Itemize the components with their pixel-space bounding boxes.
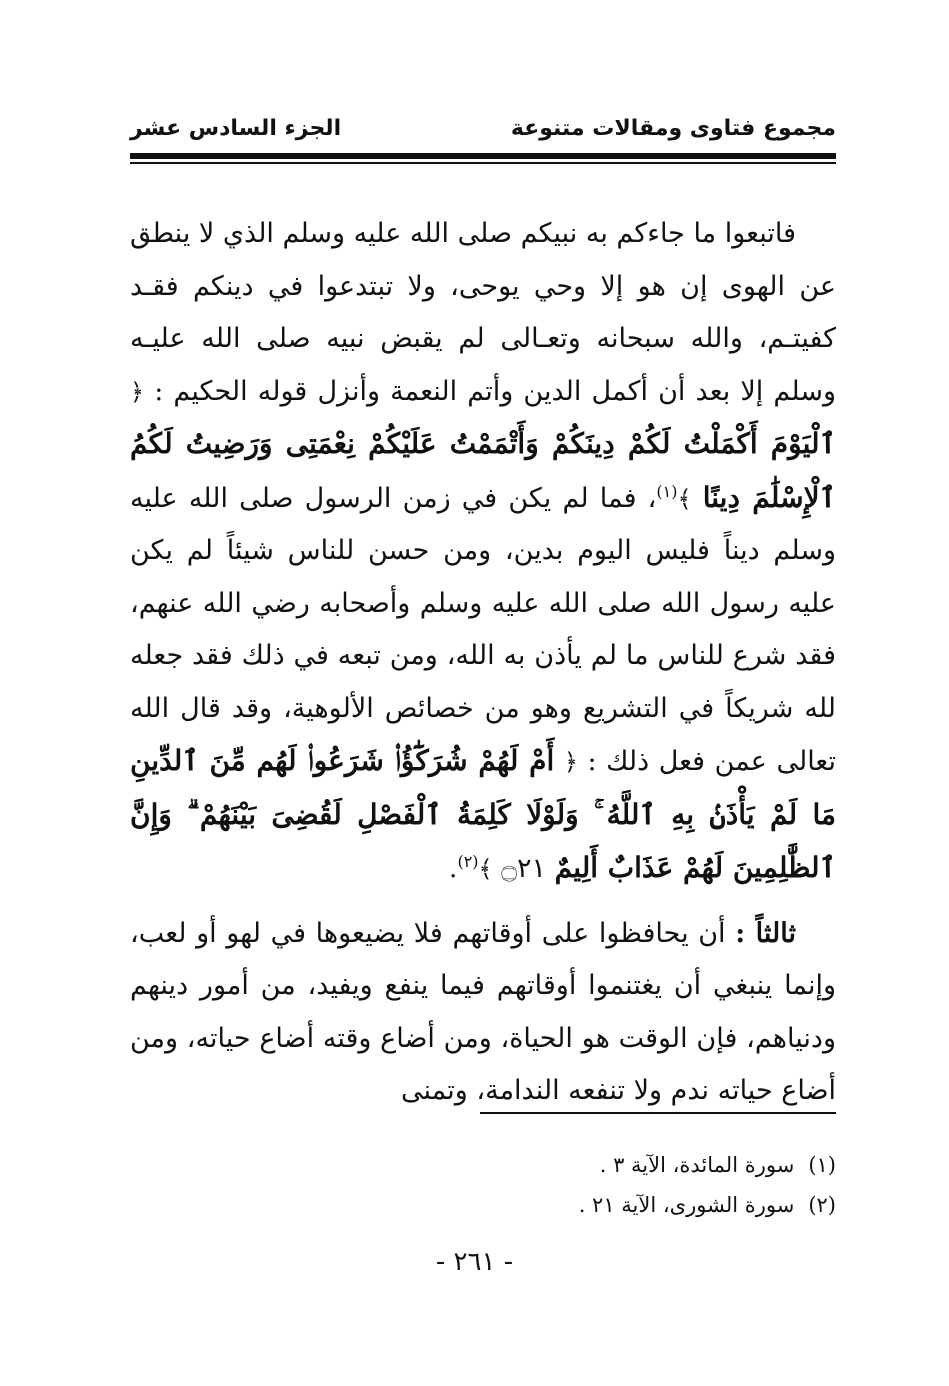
footnotes	[130, 1145, 836, 1225]
paragraph-1-text-b: ، فما لم يكن في زمن الرسول صلى الله عليه وسلم ديناً فليس اليوم بدين، ومن حسن للناس شيئاً لم يكن عليه رسول الله صلى الله عليه وسلم وأصحابه رضي الله عنهم، فقد شرع للناس ما لم يأذن به الله، ومن تبعه في ذلك فقد جعله لله شريكاً في التشريع وهو من خصائص الألوهية، وقد قال الله تعالى عمن فعل ذلك :	[130, 482, 836, 777]
ornate-bracket-close: ﴾	[478, 855, 493, 883]
footnote-separator	[480, 1112, 836, 1114]
header-rule-thick	[130, 153, 836, 159]
footnote-number: (١)	[808, 1153, 836, 1177]
footnote-text: سورة المائدة، الآية ٣ .	[599, 1153, 795, 1177]
running-header	[130, 112, 836, 152]
footnote-text: سورة الشورى، الآية ٢١ .	[578, 1193, 795, 1217]
ayah-number-marker: ۝٢١	[501, 853, 547, 884]
paragraph-2-lead: ثالثاً :	[735, 917, 796, 949]
footnote-2	[130, 1185, 836, 1225]
footnote-ref-1: (١)	[656, 481, 678, 501]
main-text	[130, 208, 836, 1118]
book-title: مجموع فتاوى ومقالات متنوعة	[510, 116, 836, 141]
page-number: - ٢٦١ -	[435, 1247, 514, 1277]
quran-verse-2: أَمْ لَهُمْ شُرَكَٰٓؤُا۟ شَرَعُوا۟ لَهُم مِّنَ ٱلدِّينِ مَا لَمْ يَأْذَنۢ بِهِ ٱللَّهُ ۚ وَلَوْلَا كَلِمَةُ ٱلْفَصْلِ لَقُضِىَ بَيْنَهُمْ ۗ وَإِنَّ ٱلظَّٰلِمِينَ لَهُمْ عَذَابٌ أَلِيمٌ	[130, 744, 836, 884]
paragraph-1-end: .	[448, 853, 458, 884]
ornate-bracket-open: ﴿	[130, 377, 145, 406]
volume-label: الجزء السادس عشر	[130, 116, 342, 141]
paragraph-1	[130, 208, 836, 896]
ornate-bracket-close: ﴾	[677, 484, 692, 513]
footnote-1	[130, 1145, 836, 1185]
paragraph-2-text: أن يحافظوا على أوقاتهم فلا يضيعوها في لهو أو لعب، وإنما ينبغي أن يغتنموا أوقاتهم فيما ينفع ويفيد، من أمور دينهم ودنياهم، فإن الوقت هو الحياة، ومن أضاع وقته أضاع حياته، ومن أضاع حياته ندم ولا تنفعه الندامة، وتمنى	[130, 917, 836, 1106]
quran-verse-1: ٱلْيَوْمَ أَكْمَلْتُ لَكُمْ دِينَكُمْ وَأَتْمَمْتُ عَلَيْكُمْ نِعْمَتِى وَرَضِيتُ لَكُمُ ٱلْإِسْلَٰمَ دِينًا	[130, 427, 836, 514]
footnote-ref-2: (٢)	[457, 852, 479, 871]
ornate-bracket-open: ﴿	[563, 748, 578, 776]
header-rule-thin	[130, 162, 836, 164]
paragraph-1-text-a: فاتبعوا ما جاءكم به نبيكم صلى الله عليه وسلم الذي لا ينطق عن الهوى إن هو إلا وحي يوحى، ولا تبتدعوا في دينكم فقـد كفيتـم، والله سبحانه وتعـالى لم يقبض نبيه صلى الله عليـه وسلم إلا بعد أن أكمل الدين وأتم النعمة وأنزل قوله الحكيم :	[130, 218, 836, 407]
footnote-number: (٢)	[808, 1193, 836, 1217]
paragraph-2	[130, 908, 836, 1118]
